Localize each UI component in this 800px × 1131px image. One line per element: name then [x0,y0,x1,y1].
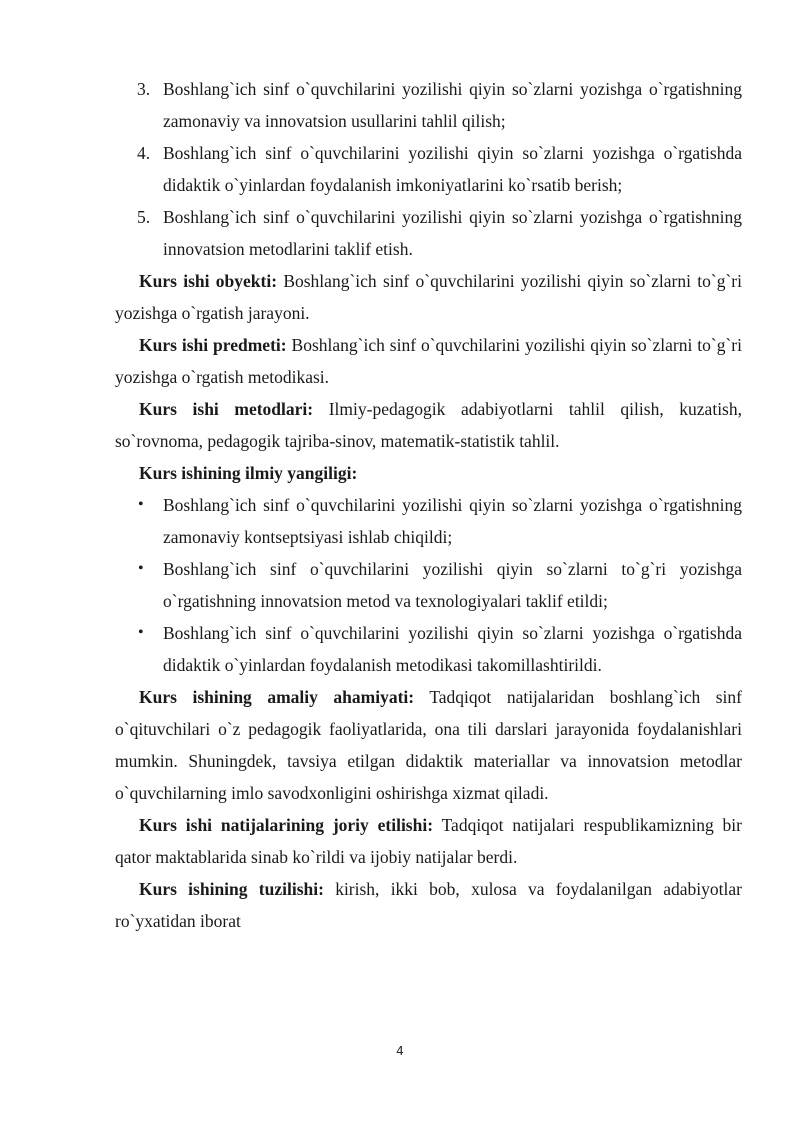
list-number: 5. [137,207,151,227]
list-item-text: Boshlang`ich sinf o`quvchilarini yozilishi qiyin so`zlarni yozishga o`rgatishda didaktik o`yinlardan foydalanish metodikasi takomillashtirildi. [163,623,742,675]
bullet-icon: • [138,560,144,577]
structure-text: kirish, ikki bob, xulosa va foydalanilgan adabiyotlar ro`yxatidan iborat [115,879,742,931]
practical-paragraph [115,681,742,809]
objectives-list [115,73,742,265]
practical-label: Kurs ishining amaliy ahamiyati: [139,687,415,707]
structure-paragraph [115,873,742,937]
list-item [115,201,742,265]
list-item-text: Boshlang`ich sinf o`quvchilarini yozilishi qiyin so`zlarni to`g`ri yozishga o`rgatishning innovatsion metod va texnologiyalari taklif etildi; [163,559,742,611]
object-paragraph [115,265,742,329]
list-item [115,617,742,681]
list-number: 3. [137,79,151,99]
page-number: 4 [396,1044,404,1058]
subject-text: Boshlang`ich sinf o`quvchilarini yozilishi qiyin so`zlarni to`g`ri yozishga o`rgatish metodikasi. [115,335,742,387]
methods-paragraph [115,393,742,457]
bullet-icon: • [138,624,144,641]
list-item [115,73,742,137]
list-item [115,553,742,617]
subject-label: Kurs ishi predmeti: [139,335,287,355]
practical-text: Tadqiqot natijalaridan boshlang`ich sinf o`qituvchilari o`z pedagogik faoliyatlarida, ona tili darslari jarayonida foydalanishlari mumkin. Shuningdek, tavsiya etilgan didaktik materiallar va innovatsion metodlar o`quvchilarning imlo savodxonligini oshirishga xizmat qiladi. [115,687,742,803]
object-label: Kurs ishi obyekti: [139,271,278,291]
list-item-text: Boshlang`ich sinf o`quvchilarini yozilishi qiyin so`zlarni yozishga o`rgatishning zamonaviy kontseptsiyasi ishlab chiqildi; [163,495,742,547]
implementation-paragraph [115,809,742,873]
document-page [115,73,742,937]
bullet-icon: • [138,496,144,513]
object-text: Boshlang`ich sinf o`quvchilarini yozilishi qiyin so`zlarni to`g`ri yozishga o`rgatish jarayoni. [115,271,742,323]
methods-text: Ilmiy-pedagogik adabiyotlarni tahlil qilish, kuzatish, so`rovnoma, pedagogik tajriba-sinov, matematik-statistik tahlil. [115,399,742,451]
list-item [115,137,742,201]
novelty-heading: Kurs ishining ilmiy yangiligi: [139,463,358,483]
implementation-text: Tadqiqot natijalari respublikamizning bir qator maktablarida sinab ko`rildi va ijobiy natijalar berdi. [115,815,742,867]
implementation-label: Kurs ishi natijalarining joriy etilishi: [139,815,434,835]
list-item-text: Boshlang`ich sinf o`quvchilarini yozilishi qiyin so`zlarni yozishga o`rgatishda didaktik o`yinlardan foydalanish imkoniyatlarini ko`rsatib berish; [163,143,742,195]
methods-label: Kurs ishi metodlari: [139,399,314,419]
list-item-text: Boshlang`ich sinf o`quvchilarini yozilishi qiyin so`zlarni yozishga o`rgatishning innovatsion metodlarini taklif etish. [163,207,742,259]
list-item [115,489,742,553]
list-number: 4. [137,143,151,163]
list-item-text: Boshlang`ich sinf o`quvchilarini yozilishi qiyin so`zlarni yozishga o`rgatishning zamonaviy va innovatsion usullarini tahlil qilish; [163,79,742,131]
novelty-list [115,489,742,681]
structure-label: Kurs ishining tuzilishi: [139,879,324,899]
subject-paragraph [115,329,742,393]
